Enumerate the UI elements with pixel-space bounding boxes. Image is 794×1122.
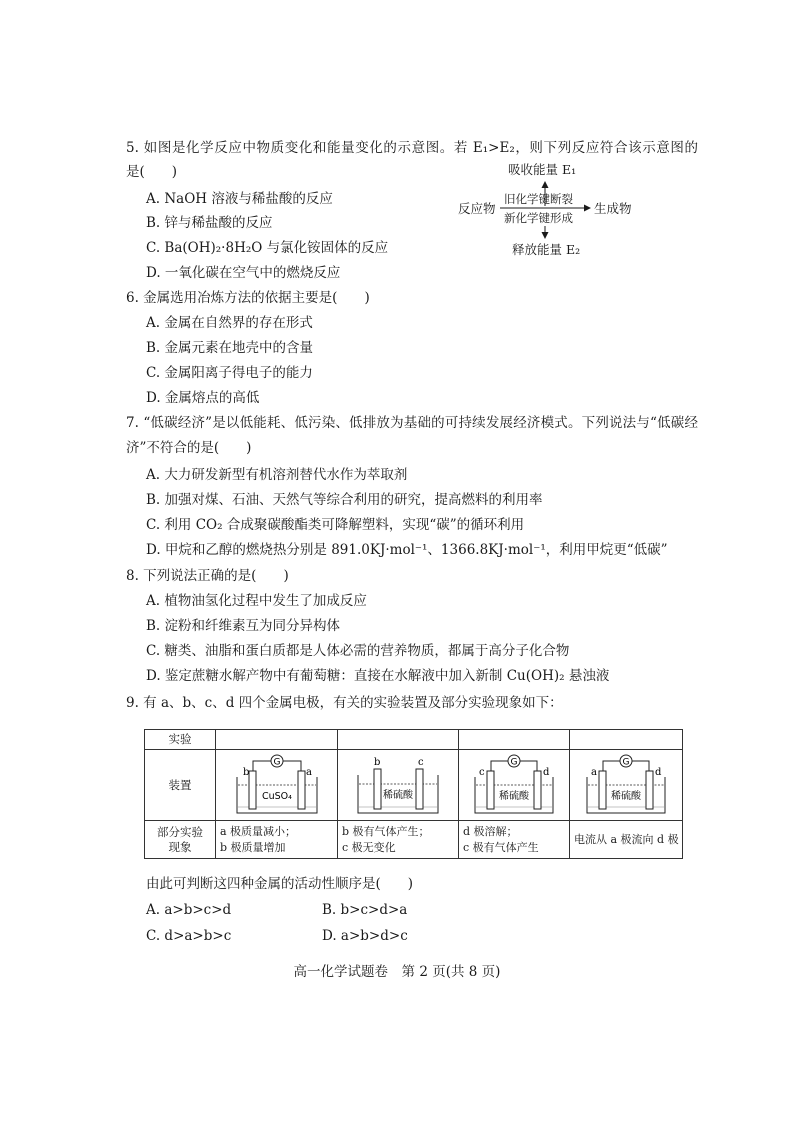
device-4-left-electrode: a	[591, 767, 597, 778]
row-header-observation	[145, 821, 216, 859]
device-3-right-electrode: d	[543, 767, 550, 778]
row-header-experiment: 实验	[145, 730, 216, 750]
observation-4	[570, 821, 683, 859]
device-1-galvanometer: G	[273, 757, 280, 768]
observation-3-line2: c 极有气体产生	[463, 840, 539, 854]
q5-option-d: D. 一氧化碳在空气中的燃烧反应	[146, 265, 341, 281]
observation-2-line1: b 极有气体产生；	[342, 824, 430, 838]
q5-stem-line1: 5. 如图是化学反应中物质变化和能量变化的示意图。若 E₁>E₂，则下列反应符合该示意图的	[126, 140, 698, 156]
release-energy-label: 释放能量 E₂	[512, 242, 581, 257]
table-row-observation	[145, 821, 683, 859]
q9-option-c: C. d>a>b>c	[146, 928, 232, 944]
bond-break-label: 旧化学键断裂	[504, 192, 573, 206]
device-2-right-electrode: c	[418, 757, 424, 768]
q6-option-a: A. 金属在自然界的存在形式	[146, 315, 313, 331]
observation-3	[459, 821, 570, 859]
q5-stem-line2: 是( )	[126, 164, 178, 180]
q9-question: 由此可判断这四种金属的活动性顺序是( )	[146, 876, 414, 892]
experiment-table	[144, 729, 683, 859]
bond-form-label: 新化学键形成	[504, 211, 573, 225]
row-header-observation-line1: 部分实验	[157, 824, 203, 839]
device-4-right-electrode: d	[655, 767, 662, 778]
q9-stem: 9. 有 a、b、c、d 四个金属电极，有关的实验装置及部分实验现象如下：	[126, 695, 563, 711]
observation-2-line2: c 极无变化	[342, 840, 396, 854]
device-3-galvanometer: G	[510, 757, 518, 768]
observation-2	[338, 821, 459, 859]
q5-option-b: B. 锌与稀盐酸的反应	[146, 215, 273, 231]
absorb-energy-label: 吸收能量 E₁	[508, 162, 577, 177]
row-header-observation-line2: 现象	[168, 839, 192, 854]
device-4-cell	[570, 750, 683, 821]
q8-option-b: B. 淀粉和纤维素互为同分异构体	[146, 618, 341, 634]
table-row-device	[145, 750, 683, 821]
reactant-label: 反应物	[458, 201, 496, 216]
product-label: 生成物	[594, 201, 632, 216]
device-4-apparatus	[581, 753, 671, 817]
q8-option-a: A. 植物油氢化过程中发生了加成反应	[146, 593, 367, 609]
q9-option-d: D. a>b>d>c	[322, 928, 408, 944]
page-footer: 高一化学试题卷 第 2 页(共 8 页)	[293, 964, 501, 980]
q9-option-b: B. b>c>d>a	[322, 902, 408, 918]
q5-option-a: A. NaOH 溶液与稀盐酸的反应	[146, 191, 333, 207]
observation-1	[216, 821, 338, 859]
device-4-galvanometer: G	[622, 757, 630, 768]
observation-4-line1: 电流从 a 极流向 d 极	[574, 832, 679, 846]
q8-stem: 8. 下列说法正确的是( )	[126, 568, 289, 584]
q6-option-c: C. 金属阳离子得电子的能力	[146, 365, 313, 381]
q9-option-a: A. a>b>c>d	[146, 902, 232, 918]
q7-stem-line2: 济”不符合的是( )	[126, 440, 252, 456]
q7-option-c: C. 利用 CO₂ 合成聚碳酸酯类可降解塑料，实现“碳”的循环利用	[146, 517, 525, 533]
device-1-cell	[216, 750, 338, 821]
q5-option-c: C. Ba(OH)₂·8H₂O 与氯化铵固体的反应	[146, 240, 389, 256]
device-1-solution: CuSO₄	[261, 791, 292, 802]
q8-option-c: C. 糖类、油脂和蛋白质都是人体必需的营养物质，都属于高分子化合物	[146, 643, 570, 659]
q6-stem: 6. 金属选用冶炼方法的依据主要是( )	[126, 290, 370, 306]
observation-1-line2: b 极质量增加	[220, 840, 286, 854]
device-3-left-electrode: c	[479, 767, 485, 778]
q7-option-d: D. 甲烷和乙醇的燃烧热分别是 891.0KJ·mol⁻¹、1366.8KJ·mol⁻¹，利用甲烷更“低碳”	[146, 542, 668, 558]
device-1-right-electrode: a	[305, 767, 312, 778]
device-1-apparatus	[229, 753, 325, 817]
q6-option-d: D. 金属熔点的高低	[146, 390, 260, 406]
device-2-apparatus	[350, 753, 446, 817]
q7-stem-line1: 7. “低碳经济”是以低能耗、低污染、低排放为基础的可持续发展经济模式。下列说法与“低碳经	[126, 415, 698, 431]
device-1-left-electrode: b	[242, 767, 249, 778]
device-3-apparatus	[469, 753, 559, 817]
device-4-solution: 稀硫酸	[611, 791, 641, 802]
q8-option-d: D. 鉴定蔗糖水解产物中有葡萄糖：直接在水解液中加入新制 Cu(OH)₂ 悬浊液	[146, 668, 610, 684]
device-3-cell	[459, 750, 570, 821]
q6-option-b: B. 金属元素在地壳中的含量	[146, 340, 314, 356]
observation-3-line1: d 极溶解；	[463, 824, 518, 838]
q7-option-b: B. 加强对煤、石油、天然气等综合利用的研究，提高燃料的利用率	[146, 492, 543, 508]
device-2-solution: 稀硫酸	[383, 790, 413, 801]
row-header-device: 装置	[145, 750, 216, 821]
energy-diagram	[456, 158, 696, 258]
device-2-left-electrode: b	[374, 757, 381, 768]
device-2-cell	[338, 750, 459, 821]
q7-option-a: A. 大力研发新型有机溶剂替代水作为萃取剂	[146, 467, 408, 483]
table-row-experiment	[145, 730, 683, 750]
observation-1-line1: a 极质量减小；	[220, 824, 297, 838]
device-3-solution: 稀硫酸	[499, 791, 529, 802]
